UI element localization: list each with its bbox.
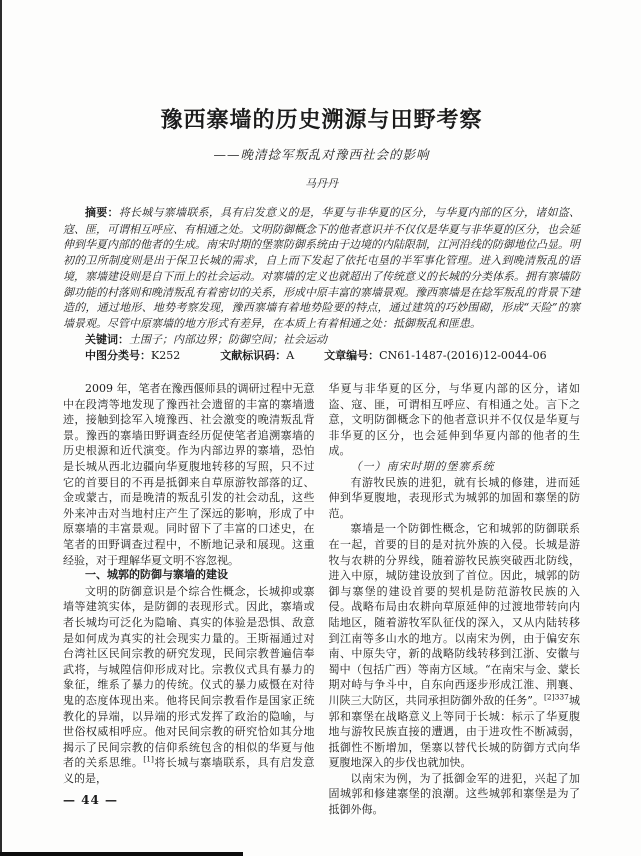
body-paragraph <box>329 521 581 771</box>
page-content <box>63 0 580 818</box>
author-name: 马丹丹 <box>305 177 338 190</box>
doc-code-value: A <box>286 349 295 363</box>
meta-line <box>63 348 580 365</box>
citation-ref: [1] <box>143 754 154 764</box>
doc-code-label: 文献标识码： <box>220 350 287 363</box>
body-paragraph: 2009 年，笔者在豫西偃师县的调研过程中无意中在段湾等地发现了豫西社会遗留的丰富的寨墙遗迹，接触到捻军入境豫西、社会激变的晚清叛乱背景。豫西的寨墙田野调查经历促使笔者追溯寨墙的历史根源和近代演变。作为内部边界的寨墙，恐怕是长城从西北边疆向华夏腹地转移的写照，只不过它的首要目的不再是抵御来自草原游牧部落的辽、金或蒙古，而是晚清的叛乱引发的社会动乱，这些外来冲击对当地村庄产生了深远的影响，形成了中原寨墙的丰富景观。同时留下了丰富的口述史，在笔者的田野调查过程中，不断地记录和展现。这重经验，对于理解华夏文明不容忽视。 <box>63 382 315 567</box>
page-number: — 44 — <box>63 793 119 807</box>
scan-edge-left <box>0 0 2 856</box>
paragraph-text: 寨墙是一个防御性概念，它和城郭的防御联系在一起，首要的目的是对抗外族的入侵。长城是游牧与农耕的分界线，随着游牧民族突破西北防线，进入中原，城防建设放到了首位。因此，城郭的防御与寨堡的建设首要的契机是防范游牧民族的入侵。战略布局由农耕向草原延伸的过渡地带转向内陆地区，随着游牧军队征伐的深入，又从内陆转移到江南等多山水的地方。以南宋为例，由于偏安东南、中原失守，新的战略防线转移到江浙、安徽与蜀中（包括广西）等南方区域。“在南宋与金、蒙长期对峙与争斗中，自东向西逐步形成江淮、荆襄、川陕三大防区，共同承担防御外敌的任务”。 <box>328 522 580 707</box>
abstract-paragraph <box>63 205 580 332</box>
article-subtitle: ——晚清捻军叛乱对豫西社会的影响 <box>213 147 430 162</box>
section-heading: 一、城郭的防御与寨墙的建设 <box>85 569 228 582</box>
article-id-value: CN61-1487-(2016)12-0044-06 <box>379 349 547 363</box>
body-paragraph: 以南宋为例，为了抵御金军的进犯，兴起了加固城郭和修建寨堡的浪潮。这些城郭和寨堡是为了抵御外侮。 <box>328 771 580 817</box>
abstract-text: 将长城与寨墙联系，具有启发意义的是，华夏与非华夏的区分，与华夏内部的区分，诸如盗、寇、匪，可谓相互呼应、有相通之处。文明防御概念下的他者意识并不仅仅是华夏与非华夏的区分，也会延伸到华夏内部的他者的生成。南宋时期的堡寨防御系统由于边境的内陆限制，江河沿线的防御地位凸显。明初的卫所制度则是出于保卫长城的需求，自上而下发起了依托屯垦的半军事化管理。进入到晚清叛乱的语境，寨墙建设则是自下而上的社会运动。对寨墙的定义也就超出了传统意义的长城的分类体系。拥有寨墙防御功能的村落则和晚清叛乱有着密切的关系，形成中原丰富的寨墙景观。豫西寨墙是在捻军叛乱的背景下建造的，通过地形、地势考察发现，豫西寨墙有着地势险要的特点，通过建筑的巧妙围砌，形成“天险”的寨墙景观。尽管中原寨墙的地方形式有差异，在本质上有着相通之处：抵御叛乱和匪患。 <box>63 206 581 330</box>
citation-ref: [2]337 <box>544 692 569 702</box>
paragraph-text: 将长城与寨墙联系，具有启发意义的是， <box>63 756 315 785</box>
scan-edge-bottom <box>0 852 243 856</box>
abstract-label: 摘要： <box>85 207 119 219</box>
body-columns <box>63 381 580 818</box>
paragraph-text: 城郭和寨堡在战略意义上等同于长城：标示了华夏腹地与游牧民族直接的遭遇，由于进攻性不断减弱，抵御性不断增加，堡寨以替代长城的防御方式向华夏腹地深入的步伐也就加快。 <box>328 693 580 770</box>
body-paragraph: 有游牧民族的进犯，就有长城的修建，进而延伸到华夏腹地，表现形式为城郭的加固和寨堡的防范。 <box>328 475 580 520</box>
right-column <box>329 381 581 818</box>
article-title: 豫西寨墙的历史溯源与田野考察 <box>160 107 483 133</box>
left-column <box>63 381 315 818</box>
abstract-block <box>63 205 580 365</box>
keywords-text: 土围子；内部边界；防御空间；社会运动 <box>129 332 327 346</box>
clc-value: K252 <box>151 349 181 363</box>
keywords-line <box>63 332 580 349</box>
subsection-heading: （一）南宋时期的堡寨系统 <box>350 460 495 473</box>
body-paragraph <box>63 584 315 787</box>
clc-label: 中图分类号： <box>85 350 151 363</box>
body-paragraph: 华夏与非华夏的区分，与华夏内部的区分，诸如盗、寇、匪，可谓相互呼应、有相通之处。言下之意，文明防御概念下的他者意识并不仅仅是华夏与非华夏的区分，也会延伸到华夏内部的他者的生成。 <box>328 382 580 458</box>
article-id-label: 文章编号： <box>324 350 380 363</box>
keywords-label: 关键词： <box>85 333 129 346</box>
paragraph-text: 文明的防御意识是个综合性概念，长城抑或寨墙等建筑实体，是防御的表现形式。因此，寨墙或者长城均可泛化为隐喻、真实的体验是恐惧、敌意是如何成为真实的社会现实力量的。王斯福通过对台湾社区民间宗教的研究发现，民间宗教普遍信奉武将，与城隍信仰形成对比。宗教仪式具有暴力的象征，维系了暴力的传统。仪式的暴力威慑在对待鬼的态度体现出来。他将民间宗教看作是国家正统教化的异端，以异端的形式发挥了政治的隐喻，与世俗权威相呼应。他对民间宗教的研究恰如其分地揭示了民间宗教的信仰系统包含的相似的华夏与他者的关系思维。 <box>63 584 315 770</box>
